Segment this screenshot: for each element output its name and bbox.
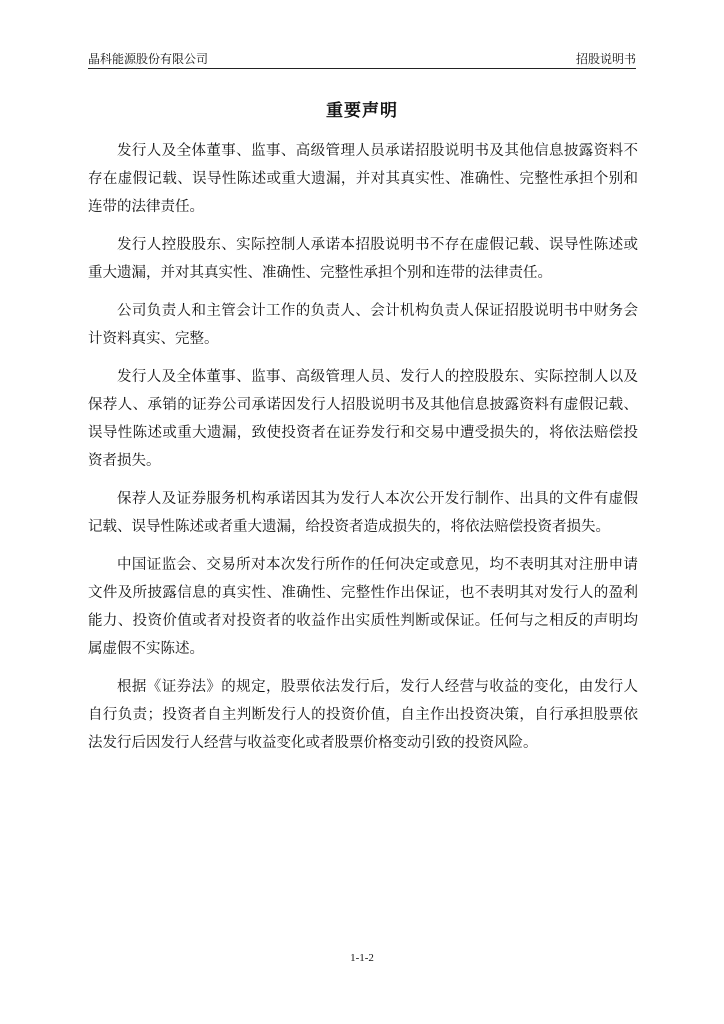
paragraph-7: 根据《证券法》的规定，股票依法发行后，发行人经营与收益的变化，由发行人自行负责；投资者自主判断发行人的投资价值，自主作出投资决策，自行承担股票依法发行后因发行人经营与收益变化或者股票价格变动引致的投资风险。 [88, 679, 638, 751]
paragraph-1: 发行人及全体董事、监事、高级管理人员承诺招股说明书及其他信息披露资料不存在虚假记载、误导性陈述或重大遗漏，并对其真实性、准确性、完整性承担个别和连带的法律责任。 [88, 143, 638, 215]
company-name: 晶科能源股份有限公司 [88, 52, 209, 66]
page-number: 1-1-2 [350, 952, 374, 964]
paragraph-5: 保荐人及证券服务机构承诺因其为发行人本次公开发行制作、出具的文件有虚假记载、误导性陈述或者重大遗漏，给投资者造成损失的，将依法赔偿投资者损失。 [88, 491, 638, 535]
document-type: 招股说明书 [575, 52, 636, 66]
paragraph-6: 中国证监会、交易所对本次发行所作的任何决定或意见，均不表明其对注册申请文件及所披露信息的真实性、准确性、完整性作出保证，也不表明其对发行人的盈利能力、投资价值或者对投资者的收益作出实质性判断或保证。任何与之相反的声明均属虚假不实陈述。 [88, 557, 638, 657]
paragraph-2: 发行人控股股东、实际控制人承诺本招股说明书不存在虚假记载、误导性陈述或重大遗漏，并对其真实性、准确性、完整性承担个别和连带的法律责任。 [88, 237, 638, 281]
paragraph-4: 发行人及全体董事、监事、高级管理人员、发行人的控股股东、实际控制人以及保荐人、承销的证券公司承诺因发行人招股说明书及其他信息披露资料有虚假记载、误导性陈述或重大遗漏，致使投资者在证券发行和交易中遭受损失的，将依法赔偿投资者损失。 [88, 369, 638, 469]
page-title: 重要声明 [326, 101, 398, 121]
page-header [88, 50, 636, 69]
paragraph-3: 公司负责人和主管会计工作的负责人、会计机构负责人保证招股说明书中财务会计资料真实、完整。 [88, 303, 638, 347]
statement-body [88, 137, 638, 767]
